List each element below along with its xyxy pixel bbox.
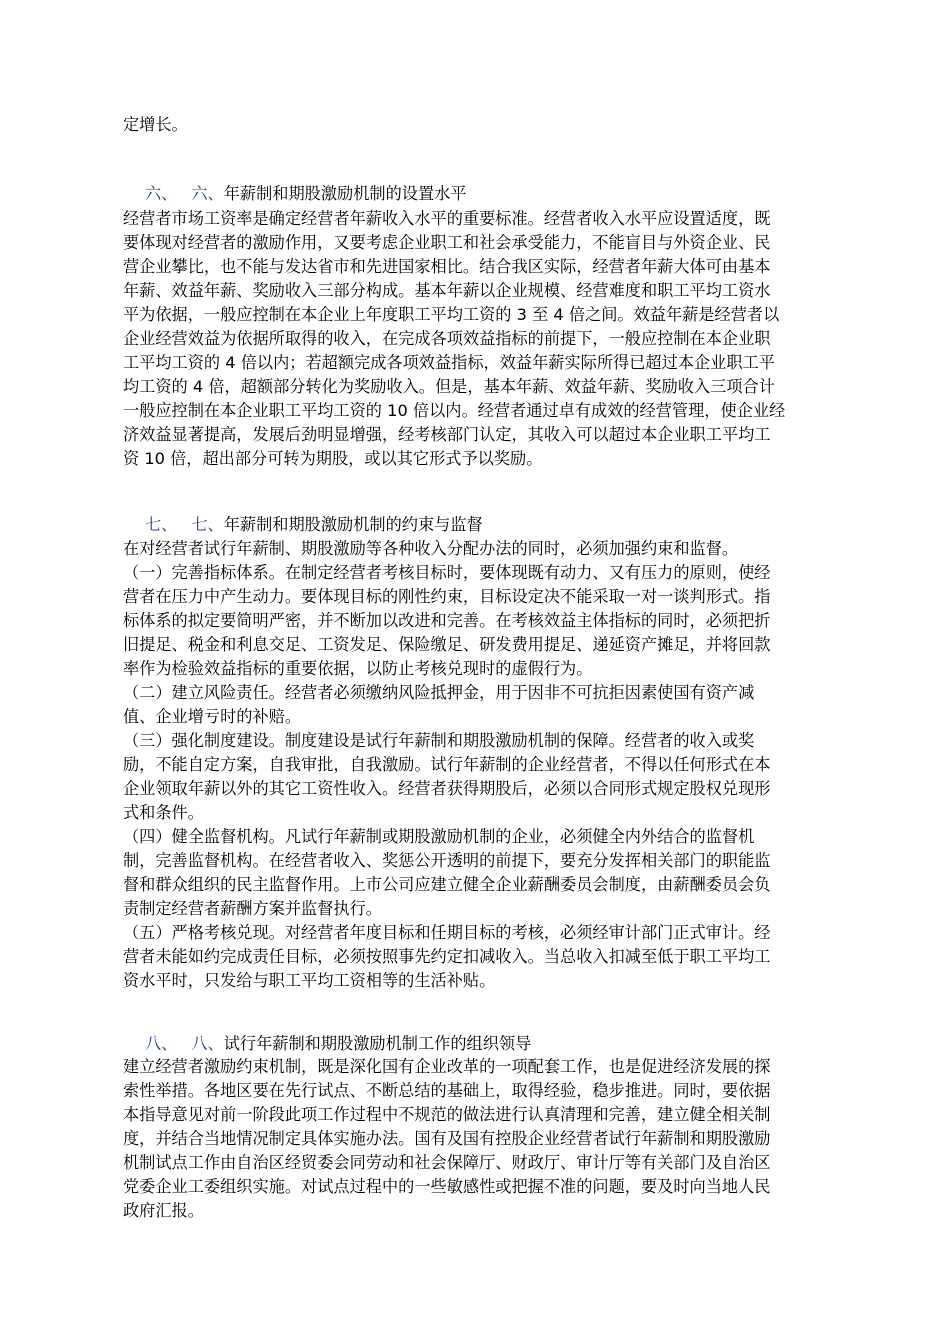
section7-line: 营者在压力中产生动力。要体现目标的刚性约束，目标设定决不能采取一对一谈判形式。指 bbox=[123, 587, 771, 606]
section6-line: 平为依据，一般应控制在本企业上年度职工平均工资的 3 至 4 倍之间。效益年薪是经营者以 bbox=[123, 305, 780, 324]
section7-number-b: 七、 bbox=[191, 515, 224, 534]
section7-line: 责制定经营者薪酬方案并监督执行。 bbox=[123, 899, 382, 918]
section7-line: 励，不能自定方案，自我审批，自我激励。试行年薪制的企业经营者，不得以任何形式在本 bbox=[123, 755, 771, 774]
section7-line: 督和群众组织的民主监督作用。上市公司应建立健全企业薪酬委员会制度，由薪酬委员会负 bbox=[123, 875, 771, 894]
section8-line: 建立经营者激励约束机制，既是深化国有企业改革的一项配套工作，也是促进经济发展的探 bbox=[123, 1057, 771, 1076]
section7-line: 式和条件。 bbox=[123, 803, 204, 822]
section7-line: （三）强化制度建设。制度建设是试行年薪制和期股激励机制的保障。经营者的收入或奖 bbox=[123, 731, 755, 750]
section7-line: 率作为检验效益指标的重要依据，以防止考核兑现时的虚假行为。 bbox=[123, 659, 593, 678]
section8-line: 政府汇报。 bbox=[123, 1201, 204, 1220]
section8-line: 本指导意见对前一阶段此项工作过程中不规范的做法进行认真清理和完善，建立健全相关制 bbox=[123, 1105, 771, 1124]
section7-line: 制，完善监督机构。在经营者收入、奖惩公开透明的前提下，要充分发挥相关部门的职能监 bbox=[123, 851, 771, 870]
intro-tail-line: 定增长。 bbox=[123, 115, 188, 134]
section7-line: 在对经营者试行年薪制、期股激励等各种收入分配办法的同时，必须加强约束和监督。 bbox=[123, 539, 739, 558]
section7-line: 标体系的拟定要简明严密，并不断加以改进和完善。在考核效益主体指标的同时，必须把折 bbox=[123, 611, 771, 630]
section6-line: 要体现对经营者的激励作用，又要考虑企业职工和社会承受能力，不能盲目与外资企业、民 bbox=[123, 233, 771, 252]
section7-line: 营者未能如约完成责任目标，必须按照事先约定扣减收入。当总收入扣减至低于职工平均工 bbox=[123, 947, 771, 966]
section6-line: 企业经营效益为依据所取得的收入，在完成各项效益指标的前提下，一般应控制在本企业职 bbox=[123, 329, 771, 348]
section6-line: 经营者市场工资率是确定经营者年薪收入水平的重要标准。经营者收入水平应设置适度，既 bbox=[123, 209, 771, 228]
section6-line: 济效益显著提高，发展后劲明显增强，经考核部门认定，其收入可以超过本企业职工平均工 bbox=[123, 425, 771, 444]
section7-line: 企业领取年薪以外的其它工资性收入。经营者获得期股后，必须以合同形式规定股权兑现形 bbox=[123, 779, 771, 798]
section8-title: 试行年薪制和期股激励机制工作的组织领导 bbox=[223, 1034, 532, 1053]
section8-line: 索性举措。各地区要在先行试点、不断总结的基础上，取得经验，稳步推进。同时，要依据 bbox=[123, 1081, 771, 1100]
section7-line: （二）建立风险责任。经营者必须缴纳风险抵押金，用于因非不可抗拒因素使国有资产减 bbox=[123, 683, 755, 702]
section6-line: 工平均工资的 4 倍以内；若超额完成各项效益指标，效益年薪实际所得已超过本企业职工平 bbox=[123, 353, 775, 372]
section7-line: 旧提足、税金和利息交足、工资发足、保险缴足、研发费用提足、递延资产摊足，并将回款 bbox=[123, 635, 771, 654]
section7-heading bbox=[145, 513, 483, 537]
section7-line: 值、企业增亏时的补赔。 bbox=[123, 707, 302, 726]
section7-line: 资水平时，只发给与职工平均工资相等的生活补贴。 bbox=[123, 971, 496, 990]
section6-line: 一般应控制在本企业职工平均工资的 10 倍以内。经营者通过卓有成效的经营管理，使企业经 bbox=[123, 401, 786, 420]
section6-number-a: 六、 bbox=[145, 184, 178, 203]
section6-title: 年薪制和期股激励机制的设置水平 bbox=[223, 184, 467, 203]
section6-line: 均工资的 4 倍，超额部分转化为奖励收入。但是，基本年薪、效益年薪、奖励收入三项合计 bbox=[123, 377, 775, 396]
section6-line: 营企业攀比，也不能与发达省市和先进国家相比。结合我区实际，经营者年薪大体可由基本 bbox=[123, 257, 771, 276]
section7-line: （四）健全监督机构。凡试行年薪制或期股激励机制的企业，必须健全内外结合的监督机 bbox=[123, 827, 755, 846]
section6-number-b: 六、 bbox=[191, 184, 224, 203]
section6-heading bbox=[145, 182, 467, 206]
section7-line: （五）严格考核兑现。对经营者年度目标和任期目标的考核，必须经审计部门正式审计。经 bbox=[123, 923, 771, 942]
section8-line: 机制试点工作由自治区经贸委会同劳动和社会保障厅、财政厅、审计厅等有关部门及自治区 bbox=[123, 1153, 771, 1172]
section7-number-a: 七、 bbox=[145, 515, 178, 534]
section8-number-b: 八、 bbox=[191, 1034, 224, 1053]
section8-number-a: 八、 bbox=[145, 1034, 178, 1053]
section6-line: 资 10 倍，超出部分可转为期股，或以其它形式予以奖励。 bbox=[123, 449, 543, 468]
section7-line: （一）完善指标体系。在制定经营者考核目标时，要体现既有动力、又有压力的原则，使经 bbox=[123, 563, 771, 582]
section7-title: 年薪制和期股激励机制的约束与监督 bbox=[223, 515, 483, 534]
section8-line: 度，并结合当地情况制定具体实施办法。国有及国有控股企业经营者试行年薪制和期股激励 bbox=[123, 1129, 771, 1148]
section8-line: 党委企业工委组织实施。对试点过程中的一些敏感性或把握不准的问题，要及时向当地人民 bbox=[123, 1177, 771, 1196]
section8-heading bbox=[145, 1032, 531, 1056]
section6-line: 年薪、效益年薪、奖励收入三部分构成。基本年薪以企业规模、经营难度和职工平均工资水 bbox=[123, 281, 771, 300]
